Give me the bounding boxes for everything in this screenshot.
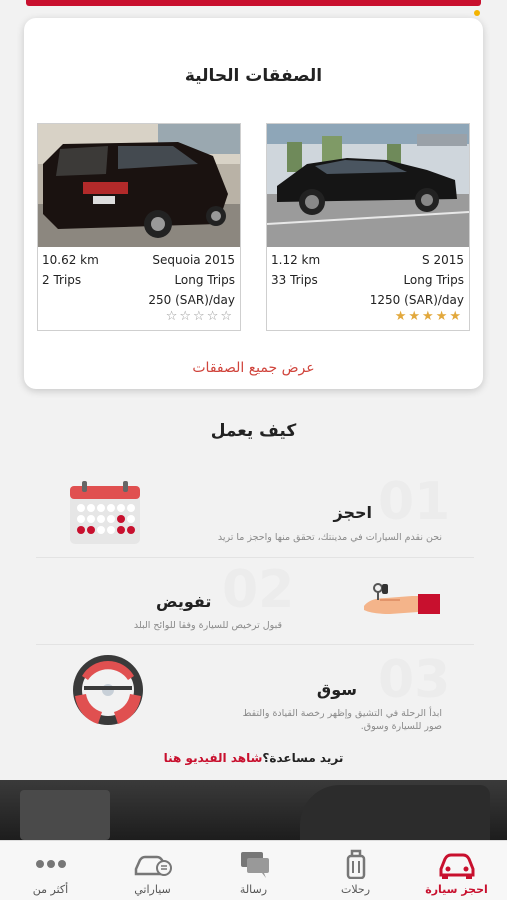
- star-full-icon: ★: [435, 309, 450, 324]
- step-number: 02: [222, 560, 295, 620]
- key-hand-icon: [360, 580, 442, 620]
- divider: [36, 557, 474, 558]
- star-empty-icon: ☆: [206, 309, 221, 324]
- step-number: 03: [378, 650, 451, 710]
- deal-card-sequoia2015[interactable]: [37, 123, 241, 331]
- car-trip-type: Long Trips: [403, 273, 464, 287]
- step-description: قبول ترخيص للسيارة وفقا للوائح البلد: [133, 620, 282, 631]
- star-empty-icon: ☆: [179, 309, 194, 324]
- top-accent-bar: [26, 0, 481, 6]
- car-name: S 2015: [422, 253, 464, 267]
- current-deals-card: [24, 18, 483, 389]
- view-all-deals-link[interactable]: عرض جميع الصفقات: [192, 360, 315, 376]
- help-question: تريد مساعدة؟: [262, 751, 344, 765]
- tab-label: رسالة: [239, 883, 268, 896]
- car-trips: 33 Trips: [271, 273, 318, 287]
- more-icon: [31, 849, 71, 879]
- tab-book-car[interactable]: [406, 841, 507, 900]
- car-price: 1250 (SAR)/day: [369, 293, 464, 307]
- star-full-icon: ★: [449, 309, 463, 324]
- car-photo: [38, 124, 240, 247]
- watch-video-link[interactable]: شاهد الفيديو هنا: [163, 751, 263, 765]
- status-dot: [474, 10, 480, 16]
- luggage-icon: [336, 849, 376, 879]
- star-full-icon: ★: [422, 309, 436, 324]
- car-photo: [267, 124, 469, 247]
- tab-messages[interactable]: [203, 841, 304, 900]
- tab-more[interactable]: [0, 841, 101, 900]
- tab-label: احجز سيارة: [425, 883, 488, 896]
- deals-title: الصفقات الحالية: [184, 66, 323, 86]
- rating-stars: [166, 309, 234, 324]
- car-distance: 1.12 km: [271, 253, 321, 267]
- star-empty-icon: ☆: [165, 309, 180, 324]
- star-empty-icon: ☆: [193, 309, 207, 324]
- step-description: نحن نقدم السيارات في مدينتك، تحقق منها واحجز ما تريد: [217, 532, 442, 543]
- step-number: 01: [378, 472, 451, 532]
- calendar-icon: [68, 480, 142, 546]
- bottom-tab-bar: [0, 840, 507, 900]
- steering-wheel-icon: [68, 652, 148, 728]
- car-distance: 10.62 km: [42, 253, 99, 267]
- car-trip-type: Long Trips: [174, 273, 235, 287]
- my-cars-icon: [133, 849, 173, 879]
- star-empty-icon: ☆: [220, 309, 234, 324]
- divider: [36, 644, 474, 645]
- step-title: سوق: [316, 680, 357, 699]
- star-full-icon: ★: [394, 309, 409, 324]
- step-description: ابدأ الرحلة في التشيق وإظهر رخصة القيادة والتقط صور للسيارة وسوق.: [242, 708, 442, 732]
- tab-trips[interactable]: [305, 841, 406, 900]
- chat-icon: [234, 849, 274, 879]
- rating-stars: [395, 309, 463, 324]
- help-line: [0, 751, 507, 765]
- tab-label: أكثر من: [32, 883, 69, 896]
- car-price: 250 (SAR)/day: [148, 293, 235, 307]
- car-trips: 2 Trips: [42, 273, 82, 287]
- tab-label: رحلات: [340, 883, 371, 896]
- how-it-works-title: كيف يعمل: [210, 421, 297, 441]
- tab-my-cars[interactable]: [102, 841, 203, 900]
- promo-banner-image[interactable]: [0, 780, 507, 840]
- star-full-icon: ★: [408, 309, 423, 324]
- step-title: احجز: [333, 503, 372, 522]
- car-name: Sequoia 2015: [152, 253, 235, 267]
- car-icon: [437, 849, 477, 879]
- tab-label: سياراتي: [134, 883, 171, 896]
- step-title: تفويض: [156, 592, 212, 611]
- deal-card-s2015[interactable]: [266, 123, 470, 331]
